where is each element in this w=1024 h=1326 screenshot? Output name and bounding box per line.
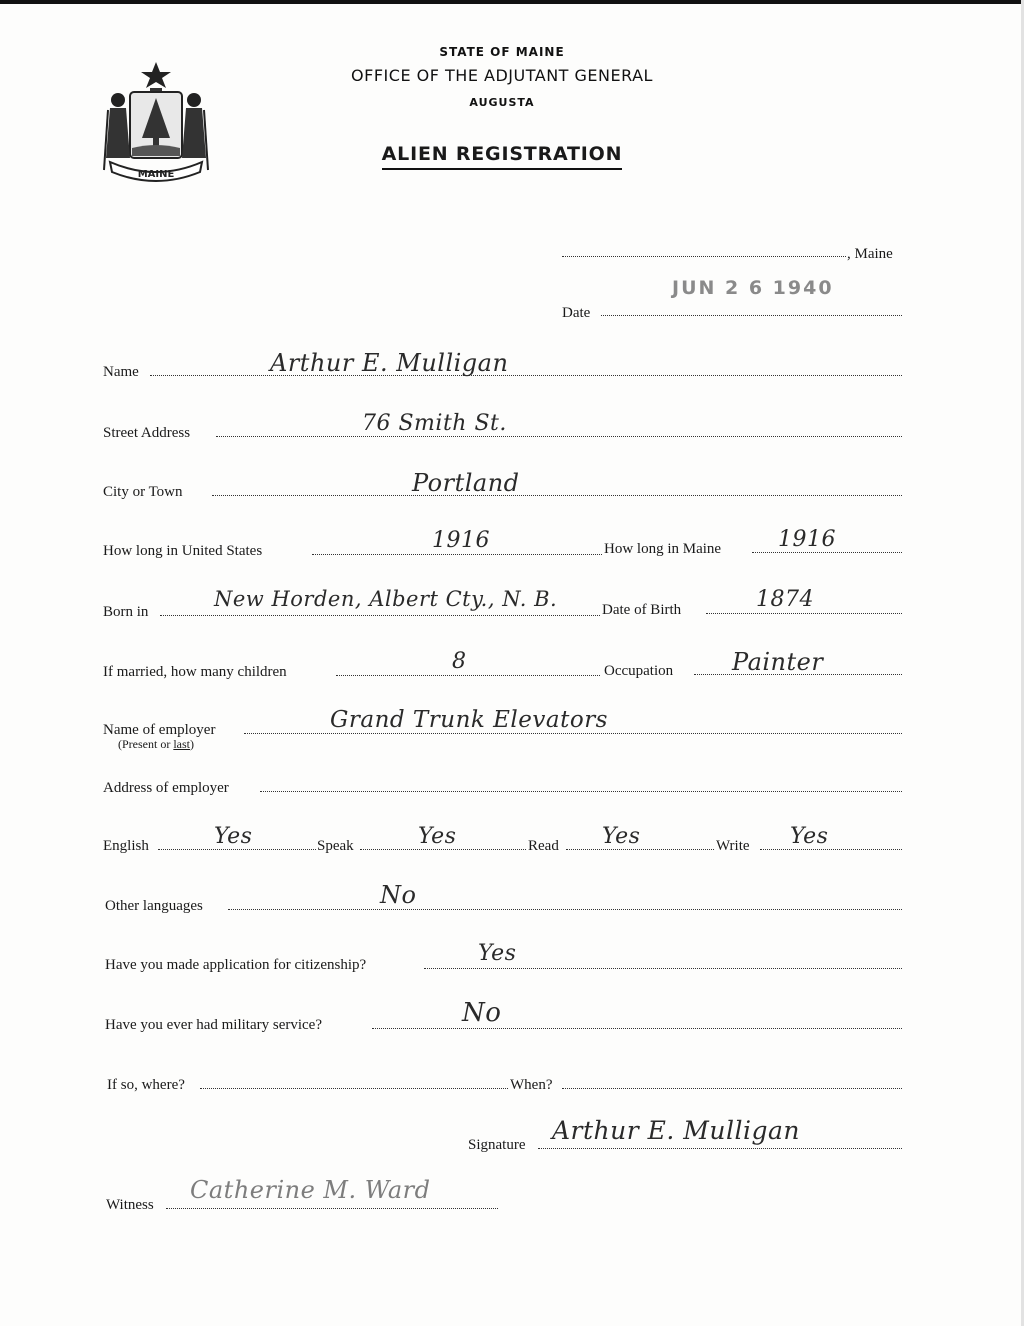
dob-label: Date of Birth: [602, 602, 682, 618]
other-languages-field[interactable]: [228, 909, 902, 910]
how-long-us-value: 1916: [432, 528, 490, 553]
witness-field[interactable]: [166, 1208, 498, 1209]
signature-label: Signature: [468, 1137, 526, 1153]
date-label: Date: [562, 305, 591, 321]
born-in-field[interactable]: [160, 615, 600, 616]
read-field[interactable]: [566, 849, 714, 850]
born-in-label: Born in: [103, 604, 149, 620]
where-label: If so, where?: [107, 1077, 185, 1093]
when-label: When?: [510, 1077, 553, 1093]
street-label: Street Address: [103, 425, 191, 441]
name-field[interactable]: [150, 375, 902, 376]
children-field[interactable]: [336, 675, 600, 676]
how-long-us-field[interactable]: [312, 554, 602, 555]
city-label: City or Town: [103, 484, 183, 500]
signature-field[interactable]: [538, 1148, 902, 1149]
other-languages-label: Other languages: [105, 898, 203, 914]
citizenship-value: Yes: [478, 941, 517, 966]
witness-value: Catherine M. Ward: [190, 1176, 431, 1204]
date-stamp: JUN 2 6 1940: [672, 277, 834, 299]
occupation-value: Painter: [732, 648, 824, 676]
employer-sublabel: [118, 737, 194, 752]
street-value: 76 Smith St.: [362, 411, 507, 436]
city-field[interactable]: [212, 495, 902, 496]
header-state: STATE OF MAINE: [439, 45, 565, 59]
employer-address-field[interactable]: [260, 791, 902, 792]
scan-top-edge: [0, 0, 1024, 4]
employer-address-label: Address of employer: [103, 780, 229, 796]
when-field[interactable]: [562, 1088, 902, 1089]
citizenship-label: Have you made application for citizenship?: [105, 957, 367, 973]
speak-field[interactable]: [360, 849, 526, 850]
occupation-label: Occupation: [604, 663, 674, 679]
read-label: Read: [528, 838, 559, 854]
employer-sublabel-c: ): [190, 737, 194, 751]
how-long-maine-label: How long in Maine: [604, 541, 722, 557]
date-field[interactable]: [601, 315, 902, 316]
dob-value: 1874: [756, 587, 814, 612]
citizenship-field[interactable]: [424, 968, 902, 969]
dob-field[interactable]: [706, 613, 902, 614]
children-label: If married, how many children: [103, 664, 287, 680]
header-city: AUGUSTA: [469, 96, 535, 109]
how-long-us-label: How long in United States: [103, 543, 263, 559]
born-in-value: New Horden, Albert Cty., N. B.: [214, 587, 558, 611]
military-label: Have you ever had military service?: [105, 1017, 322, 1033]
how-long-maine-field[interactable]: [752, 552, 902, 553]
seal-text: MAINE: [137, 169, 175, 180]
signature-value: Arthur E. Mulligan: [552, 1116, 800, 1145]
maine-state-seal-icon: [100, 58, 212, 188]
military-field[interactable]: [372, 1028, 902, 1029]
name-label: Name: [103, 364, 139, 380]
form-title-wrap: [300, 143, 704, 170]
street-field[interactable]: [216, 436, 902, 437]
employer-label: Name of employer: [103, 722, 216, 738]
how-long-maine-value: 1916: [778, 527, 836, 552]
employer-sublabel-b: last: [173, 737, 190, 751]
speak-value: Yes: [418, 824, 457, 849]
military-value: No: [462, 998, 502, 1028]
place-suffix: , Maine: [847, 246, 893, 262]
read-value: Yes: [602, 824, 641, 849]
english-field[interactable]: [158, 849, 316, 850]
write-label: Write: [716, 838, 750, 854]
speak-label: Speak: [317, 838, 354, 854]
english-label: English: [103, 838, 149, 854]
english-value: Yes: [214, 824, 253, 849]
employer-sublabel-a: (Present or: [118, 737, 174, 751]
write-value: Yes: [790, 824, 829, 849]
place-field[interactable]: [562, 256, 846, 257]
write-field[interactable]: [760, 849, 902, 850]
name-value: Arthur E. Mulligan: [270, 349, 509, 377]
employer-field[interactable]: [244, 733, 902, 734]
form-title: ALIEN REGISTRATION: [382, 143, 623, 170]
where-field[interactable]: [200, 1088, 508, 1089]
header-office: OFFICE OF THE ADJUTANT GENERAL: [351, 66, 653, 85]
children-value: 8: [452, 649, 467, 674]
employer-value: Grand Trunk Elevators: [330, 707, 608, 733]
other-languages-value: No: [380, 881, 417, 909]
city-value: Portland: [412, 469, 520, 497]
witness-label: Witness: [106, 1197, 154, 1213]
